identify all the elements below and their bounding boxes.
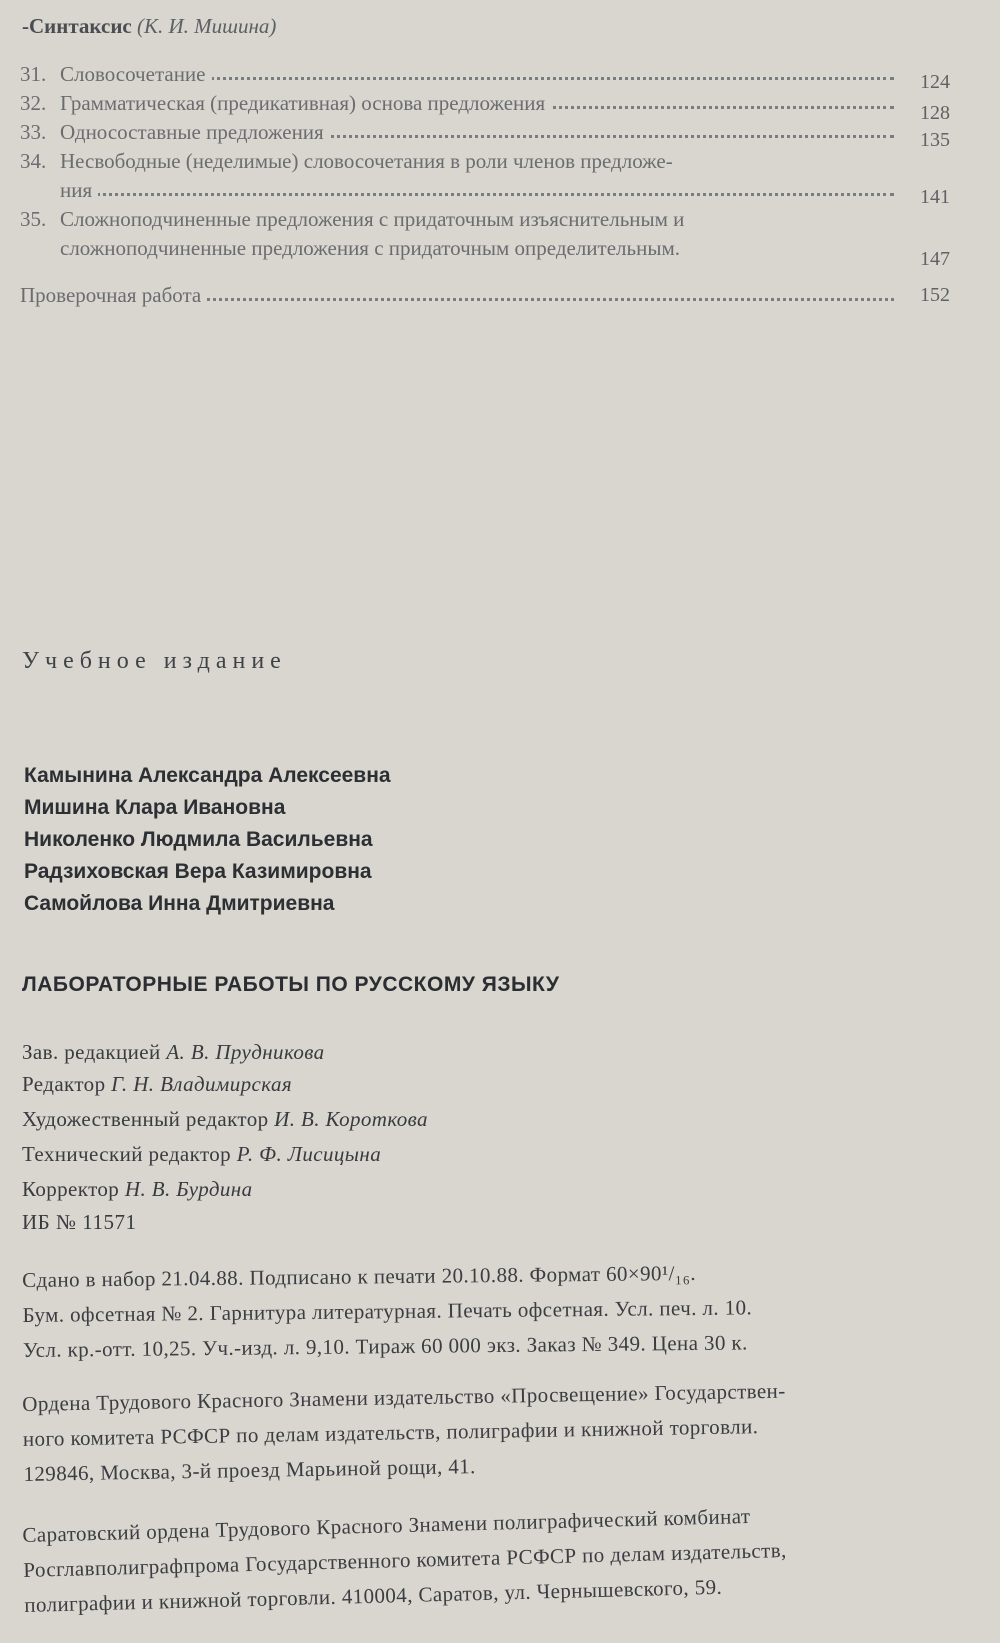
toc-section-author: (К. И. Мишина) xyxy=(137,14,277,38)
staff-name: Н. В. Бурдина xyxy=(124,1177,253,1201)
toc-item-number: 33. xyxy=(20,120,47,144)
print-details xyxy=(22,1253,983,1368)
publisher-line: ного комитета РСФСР по делам издательств, полиграфии и книжной торговли. xyxy=(22,1414,759,1451)
staff-name: И. В. Короткова xyxy=(274,1107,428,1131)
toc-item xyxy=(20,205,964,270)
staff-role: Зав. редакцией xyxy=(22,1040,161,1064)
author-name: Мишина Клара Ивановна xyxy=(24,796,286,819)
staff-name: Г. Н. Владимирская xyxy=(111,1072,293,1096)
toc-final-page: 152 xyxy=(920,284,950,306)
toc-item-page: 124 xyxy=(920,71,950,93)
authors-list xyxy=(24,760,391,920)
publisher-line: 129846, Москва, 3-й проезд Марьиной рощи, 41. xyxy=(23,1454,476,1486)
table-of-contents xyxy=(20,60,964,310)
editorial-staff xyxy=(22,1035,428,1207)
staff-name: А. В. Прудникова xyxy=(166,1040,325,1064)
staff-role: Технический редактор xyxy=(22,1142,232,1166)
staff-name: Р. Ф. Лисицына xyxy=(236,1142,382,1166)
print-details-line: Бум. офсетная № 2. Гарнитура литературная. Печать офсетная. Усл. печ. л. 10. xyxy=(22,1295,753,1327)
printer-info xyxy=(22,1493,984,1623)
toc-item-page: 128 xyxy=(920,102,950,124)
publisher-info xyxy=(22,1370,984,1492)
staff-role: Художественный редактор xyxy=(22,1107,269,1131)
toc-item xyxy=(20,89,964,124)
toc-item-title-line2: сложноподчиненные предложения с придаточным определительным. xyxy=(60,236,686,260)
toc-item xyxy=(20,60,964,93)
author-name: Радзиховская Вера Казимировна xyxy=(24,860,372,883)
printer-line: Саратовский ордена Трудового Красного Знамени полиграфический комбинат xyxy=(22,1503,751,1547)
toc-item-page: 141 xyxy=(920,186,950,208)
toc-item-number: 34. xyxy=(20,149,47,173)
toc-item-title: Словосочетание xyxy=(60,62,212,86)
staff-row xyxy=(22,1102,428,1137)
toc-item-number: 31. xyxy=(20,62,47,86)
toc-item-title-line1: Сложноподчиненные предложения с придаточным изъяснительным и xyxy=(60,207,690,231)
staff-role: Редактор xyxy=(22,1072,106,1096)
book-title: ЛАБОРАТОРНЫЕ РАБОТЫ ПО РУССКОМУ ЯЗЫКУ xyxy=(22,973,560,996)
toc-item-title-line1: Несвободные (неделимые) словосочетания в роли членов предложе- xyxy=(60,149,679,173)
toc-item-title: Односоставные предложения xyxy=(60,120,330,144)
toc-item-title-line2: ния xyxy=(60,178,98,202)
ib-number: ИБ № 11571 xyxy=(22,1210,137,1234)
author-name: Камынина Александра Алексеевна xyxy=(24,764,391,787)
staff-row xyxy=(22,1172,428,1207)
staff-role: Корректор xyxy=(22,1177,120,1201)
printer-line: Росглавполиграфпрома Государственного комитета РСФСР по делам издательств, xyxy=(23,1537,787,1582)
print-details-line: Усл. кр.-отт. 10,25. Уч.-изд. л. 9,10. Тираж 60 000 экз. Заказ № 349. Цена 30 к. xyxy=(22,1330,748,1362)
author-name: Самойлова Инна Дмитриевна xyxy=(24,892,335,915)
print-details-line: Сдано в набор 21.04.88. Подписано к печати 20.10.88. Формат 60×90¹/₁₆. xyxy=(22,1260,697,1292)
staff-row xyxy=(22,1137,428,1172)
author-name: Николенко Людмила Васильевна xyxy=(24,828,373,851)
toc-final-title: Проверочная работа xyxy=(20,283,207,307)
toc-item-page: 135 xyxy=(920,129,950,151)
toc-section-header xyxy=(22,14,276,39)
toc-section-label: -Синтаксис xyxy=(22,14,132,38)
toc-item xyxy=(20,147,964,208)
toc-item-number: 35. xyxy=(20,207,47,231)
publisher-line: Ордена Трудового Красного Знамени издательство «Просвещение» Государствен- xyxy=(22,1378,786,1416)
staff-row xyxy=(22,1035,428,1070)
staff-row xyxy=(22,1070,428,1102)
toc-item-title: Грамматическая (предикативная) основа предложения xyxy=(60,91,551,115)
toc-item-number: 32. xyxy=(20,91,47,115)
toc-item xyxy=(20,118,964,151)
edition-type: Учебное издание xyxy=(22,648,287,674)
toc-final-item xyxy=(20,281,964,310)
printer-line: полиграфии и книжной торговли. 410004, Саратов, ул. Чернышевского, 59. xyxy=(23,1574,723,1617)
toc-item-page: 147 xyxy=(920,248,950,270)
